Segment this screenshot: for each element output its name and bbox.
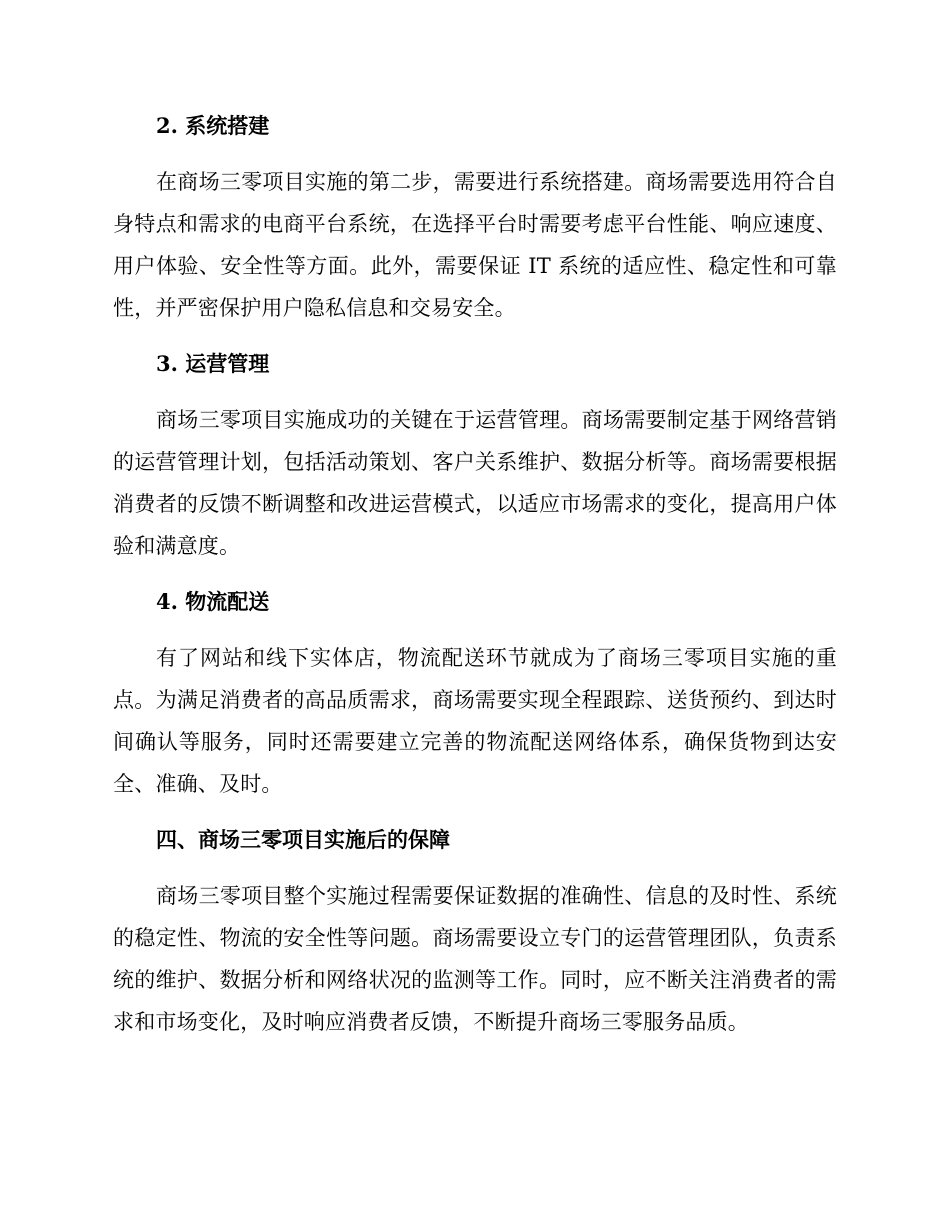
section-heading-system-build: 2. 系统搭建 [156,113,270,138]
section-paragraph-operations: 商场三零项目实施成功的关键在于运营管理。商场需要制定基于网络营销的运营管理计划，包括活动策划、客户关系维护、数据分析等。商场需要根据消费者的反馈不断调整和改进运营模式，以适应市场需求的变化，提高用户体验和满意度。 [113,408,837,558]
section-heading-operations: 3. 运营管理 [156,351,270,376]
section-heading-logistics: 4. 物流配送 [156,589,270,614]
section-paragraph-system-build: 在商场三零项目实施的第二步，需要进行系统搭建。商场需要选用符合自身特点和需求的电商平台系统，在选择平台时需要考虑平台性能、响应速度、用户体验、安全性等方面。此外，需要保证 IT 系统的适应性、稳定性和可靠性，并严密保护用户隐私信息和交易安全。 [113,170,837,320]
section-paragraph-logistics: 有了网站和线下实体店，物流配送环节就成为了商场三零项目实施的重点。为满足消费者的高品质需求，商场需要实现全程跟踪、送货预约、到达时间确认等服务，同时还需要建立完善的物流配送网络体系，确保货物到达安全、准确、及时。 [113,646,837,796]
document-body [113,105,837,1043]
section-heading-guarantee: 四、商场三零项目实施后的保障 [156,827,450,852]
section-paragraph-guarantee: 商场三零项目整个实施过程需要保证数据的准确性、信息的及时性、系统的稳定性、物流的安全性等问题。商场需要设立专门的运营管理团队，负责系统的维护、数据分析和网络状况的监测等工作。同时，应不断关注消费者的需求和市场变化，及时响应消费者反馈，不断提升商场三零服务品质。 [113,884,837,1034]
